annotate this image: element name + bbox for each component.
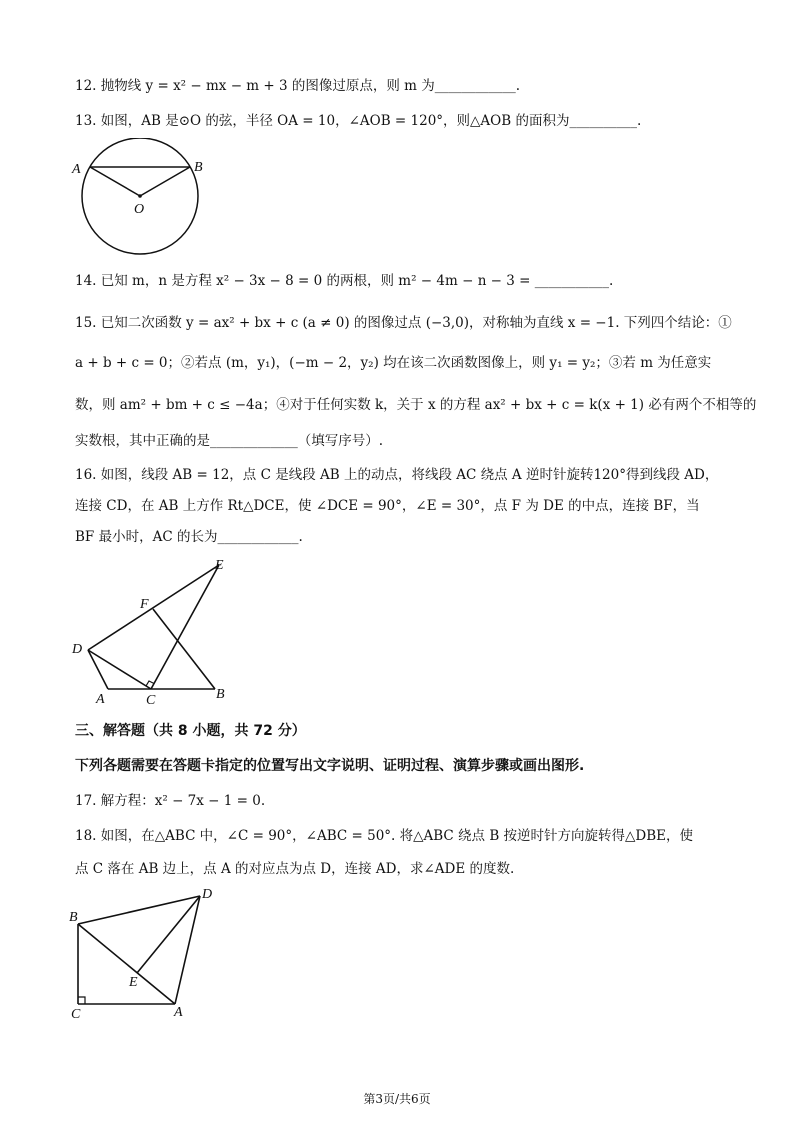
fig13-label-b: B <box>194 160 203 175</box>
fig18-label-b: B <box>69 910 78 925</box>
question-14: 14. 已知 m，n 是方程 x² − 3x − 8 = 0 的两根，则 m² − 4m − n − 3 = ___________. <box>75 273 614 289</box>
fig18-label-e: E <box>129 975 138 990</box>
fig16-label-c: C <box>146 693 156 705</box>
fig16-label-b: B <box>216 687 225 702</box>
fig16-label-f: F <box>140 597 149 612</box>
fig16-label-d: D <box>72 642 83 657</box>
section-instructions: 下列各题需要在答题卡指定的位置写出文字说明、证明过程、演算步骤或画出图形. <box>75 758 585 774</box>
question-18-line-2: 点 C 落在 AB 边上，点 A 的对应点为点 D，连接 AD，求∠ADE 的度数. <box>75 861 515 877</box>
question-12: 12. 抛物线 y = x² − mx − m + 3 的图像过原点，则 m 为____________. <box>75 78 521 94</box>
question-16-line-1: 16. 如图，线段 AB = 12，点 C 是线段 AB 上的动点，将线段 AC 绕点 A 逆时针旋转120°得到线段 AD， <box>75 467 719 483</box>
question-15-line-2: a + b + c = 0；②若点 (m，y₁)，(−m − 2，y₂) 均在该二次函数图像上，则 y₁ = y₂；③若 m 为任意实 <box>75 355 712 371</box>
question-15-line-4: 实数根，其中正确的是_____________（填写序号）. <box>75 433 384 449</box>
fig13-label-a: A <box>72 162 81 177</box>
figure-18-rotation <box>66 884 226 1024</box>
question-17: 17. 解方程：x² − 7x − 1 = 0. <box>75 793 266 809</box>
fig16-label-a: A <box>96 692 105 705</box>
fig18-label-d: D <box>202 887 213 902</box>
question-16-line-2: 连接 CD，在 AB 上方作 Rt△DCE，使 ∠DCE = 90°，∠E = 30°，点 F 为 DE 的中点，连接 BF，当 <box>75 498 700 514</box>
fig18-label-c: C <box>71 1007 81 1022</box>
question-13: 13. 如图，AB 是⊙O 的弦，半径 OA = 10，∠AOB = 120°，则△AOB 的面积为__________. <box>75 113 642 129</box>
fig13-label-o: O <box>134 202 145 217</box>
section-three-heading: 三、解答题（共 8 小题，共 72 分） <box>75 723 306 739</box>
page-footer: 第3页/共6页 <box>363 1092 431 1106</box>
figure-16-triangles <box>70 555 250 705</box>
question-16-line-3: BF 最小时，AC 的长为____________. <box>75 529 303 545</box>
question-15-line-3: 数，则 am² + bm + c ≤ −4a；④对于任何实数 k，关于 x 的方程 ax² + bx + c = k(x + 1) 必有两个不相等的 <box>75 397 757 413</box>
fig16-label-e: E <box>215 558 224 573</box>
fig18-label-a: A <box>174 1005 183 1020</box>
figure-13-circle <box>70 138 220 260</box>
question-18-line-1: 18. 如图，在△ABC 中，∠C = 90°，∠ABC = 50°. 将△ABC 绕点 B 按逆时针方向旋转得△DBE，使 <box>75 828 694 844</box>
question-15-line-1: 15. 已知二次函数 y = ax² + bx + c (a ≠ 0) 的图像过点 (−3,0)，对称轴为直线 x = −1. 下列四个结论：① <box>75 315 732 331</box>
